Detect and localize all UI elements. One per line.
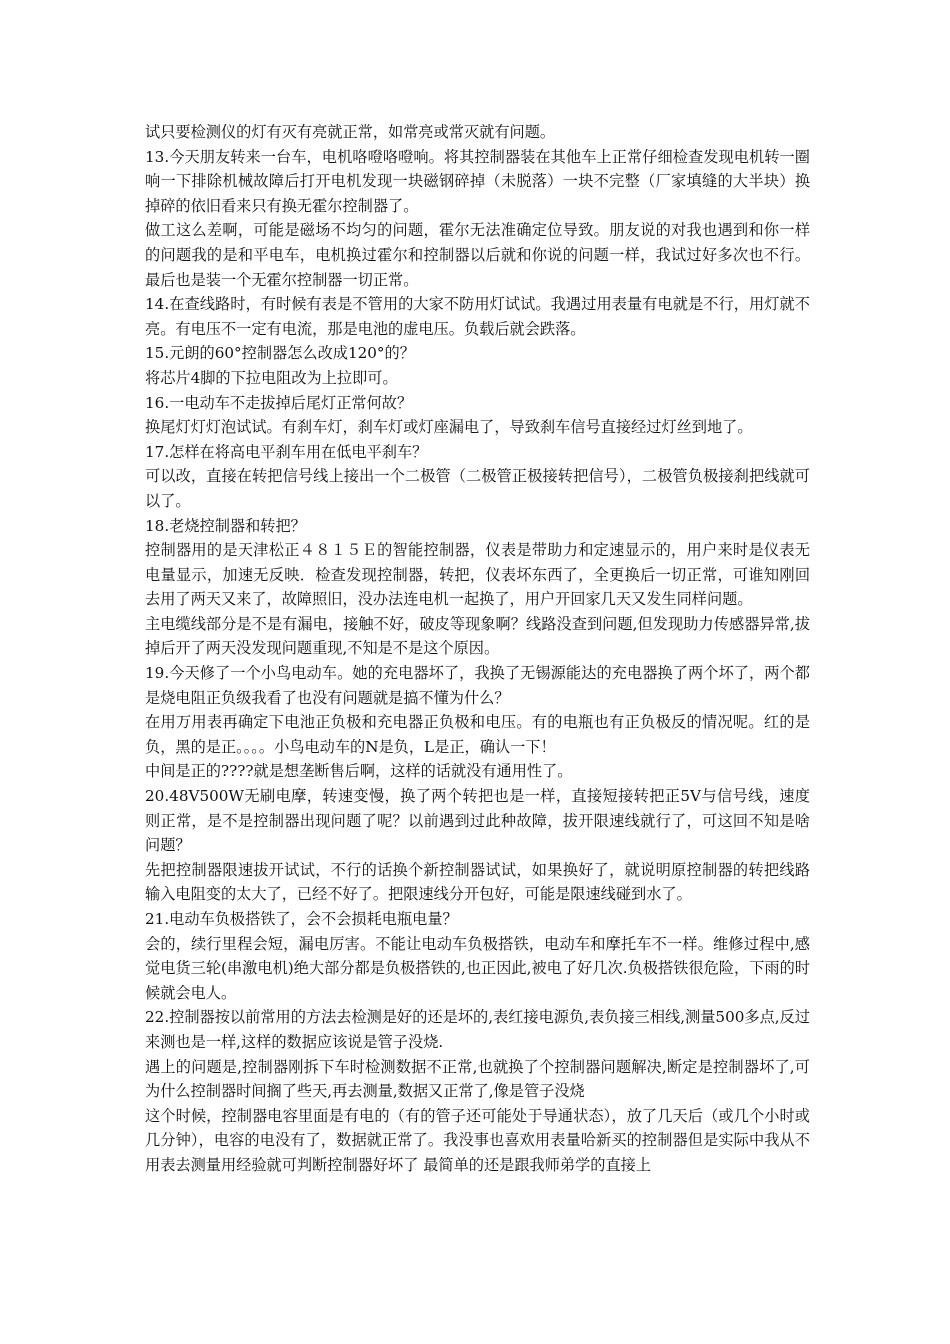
paragraph-21: 22.控制器按以前常用的方法去检测是好的还是坏的,表红接电源负,表负接三相线,测量500多点,反过来测也是一样,这样的数据应该说是管子没烧. [145, 1008, 810, 1051]
paragraph-7: 16.一电动车不走拔掉后尾灯正常何故？ [145, 393, 413, 412]
paragraph-13: 主电缆线部分是不是有漏电，接触不好，破皮等现象啊？线路没查到问题,但发现助力传感器异常,拔掉后开了两天没发现问题重现,不知是不是这个原因。 [145, 614, 810, 658]
paragraph-15: 在用万用表再确定下电池正负极和充电器正负极和电压。有的电瓶也有正负极反的情况呢。红的是负，黑的是正。。。。小鸟电动车的N是负，L是正，确认一下！ [145, 713, 810, 756]
paragraph-1: 试只要检测仪的灯有灭有亮就正常，如常亮或常灭就有问题。 [145, 123, 556, 141]
paragraph-12: 控制器用的是天津松正４８１５Ｅ的智能控制器，仪表是带助力和定速显示的，用户来时是仪表无电量显示，加速无反映．检查发现控制器，转把，仪表坏东西了，全更换后一切正常，可谁知刚回去用了两天又来了，故障照旧，没办法连电机一起换了，用户开回家几天又发生同样问题。 [145, 541, 810, 609]
paragraph-16: 中间是正的????就是想垄断售后啊，这样的话就没有通用性了。 [145, 762, 573, 781]
paragraph-22: 遇上的问题是,控制器刚拆下车时检测数据不正常,也就换了个控制器问题解决,断定是控制器坏了,可为什么控制器时间搁了些天,再去测量,数据又正常了,像是管子没烧 [145, 1057, 810, 1101]
paragraph-11: 18.老烧控制器和转把？ [145, 516, 306, 535]
paragraph-9: 17.怎样在将高电平刹车用在低电平刹车？ [145, 442, 428, 461]
paragraph-10: 可以改，直接在转把信号线上接出一个二极管（二极管正极接转把信号），二极管负极接刹把线就可以了。 [145, 467, 810, 510]
paragraph-8: 换尾灯灯灯泡试试。有刹车灯，刹车灯或灯座漏电了，导致刹车信号直接经过灯丝到地了。 [145, 418, 753, 437]
paragraph-19: 21.电动车负极搭铁了，会不会损耗电瓶电量？ [145, 910, 458, 928]
paragraph-20: 会的，续行里程会短，漏电厉害。不能让电动车负极搭铁，电动车和摩托车不一样。维修过程中,感觉电货三轮(串激电机)绝大部分都是负极搭铁的,也正因此,被电了好几次.负极搭铁很危险，下雨的时候就会电人。 [145, 934, 810, 1002]
paragraph-14: 19.今天修了一个小鸟电动车。她的充电器坏了，我换了无锡源能达的充电器换了两个坏了，两个都是烧电阻正负级我看了也没有问题就是搞不懂为什么？ [145, 664, 810, 707]
paragraph-4: 14.在查线路时，有时候有表是不管用的大家不防用灯试试。我遇过用表量有电就是不行，用灯就不亮。有电压不一定有电流，那是电池的虚电压。负载后就会跌落。 [145, 295, 810, 338]
paragraph-18: 先把控制器限速拔开试试，不行的话换个新控制器试试，如果换好了，就说明原控制器的转把线路输入电阻变的太大了，已经不好了。把限速线分开包好，可能是限速线碰到水了。 [145, 860, 810, 904]
paragraph-6: 将芯片4脚的下拉电阻改为上拉即可。 [145, 368, 398, 387]
document-body [145, 120, 810, 1178]
paragraph-3: 做工这么差啊，可能是磁场不均匀的问题，霍尔无法准确定位导致。朋友说的对我也遇到和你一样的问题我的是和平电车，电机换过霍尔和控制器以后就和你说的问题一样，我试过好多次也不行。最后也是装一个无霍尔控制器一切正常。 [145, 221, 810, 289]
paragraph-2: 13.今天朋友转来一台车，电机咯噔咯噔响。将其控制器装在其他车上正常仔细检查发现电机转一圈响一下排除机械故障后打开电机发现一块磁钢碎掉（未脱落）一块不完整（厂家填缝的大半块）换掉碎的依旧看来只有换无霍尔控制器了。 [145, 147, 810, 215]
paragraph-17: 20.48V500W无刷电摩，转速变慢，换了两个转把也是一样，直接短接转把正5V与信号线，速度则正常，是不是控制器出现问题了呢？以前遇到过此种故障，拔开限速线就行了，可这回不知是啥问题？ [145, 787, 810, 855]
paragraph-5: 15.元朗的60°控制器怎么改成120°的？ [145, 344, 415, 363]
paragraph-23: 这个时候，控制器电容里面是有电的（有的管子还可能处于导通状态），放了几天后（或几个小时或几分钟），电容的电没有了，数据就正常了。我没事也喜欢用表量哈新买的控制器但是实际中我从不用表去测量用经验就可判断控制器好坏了 最简单的还是跟我师弟学的直接上 [145, 1106, 810, 1174]
